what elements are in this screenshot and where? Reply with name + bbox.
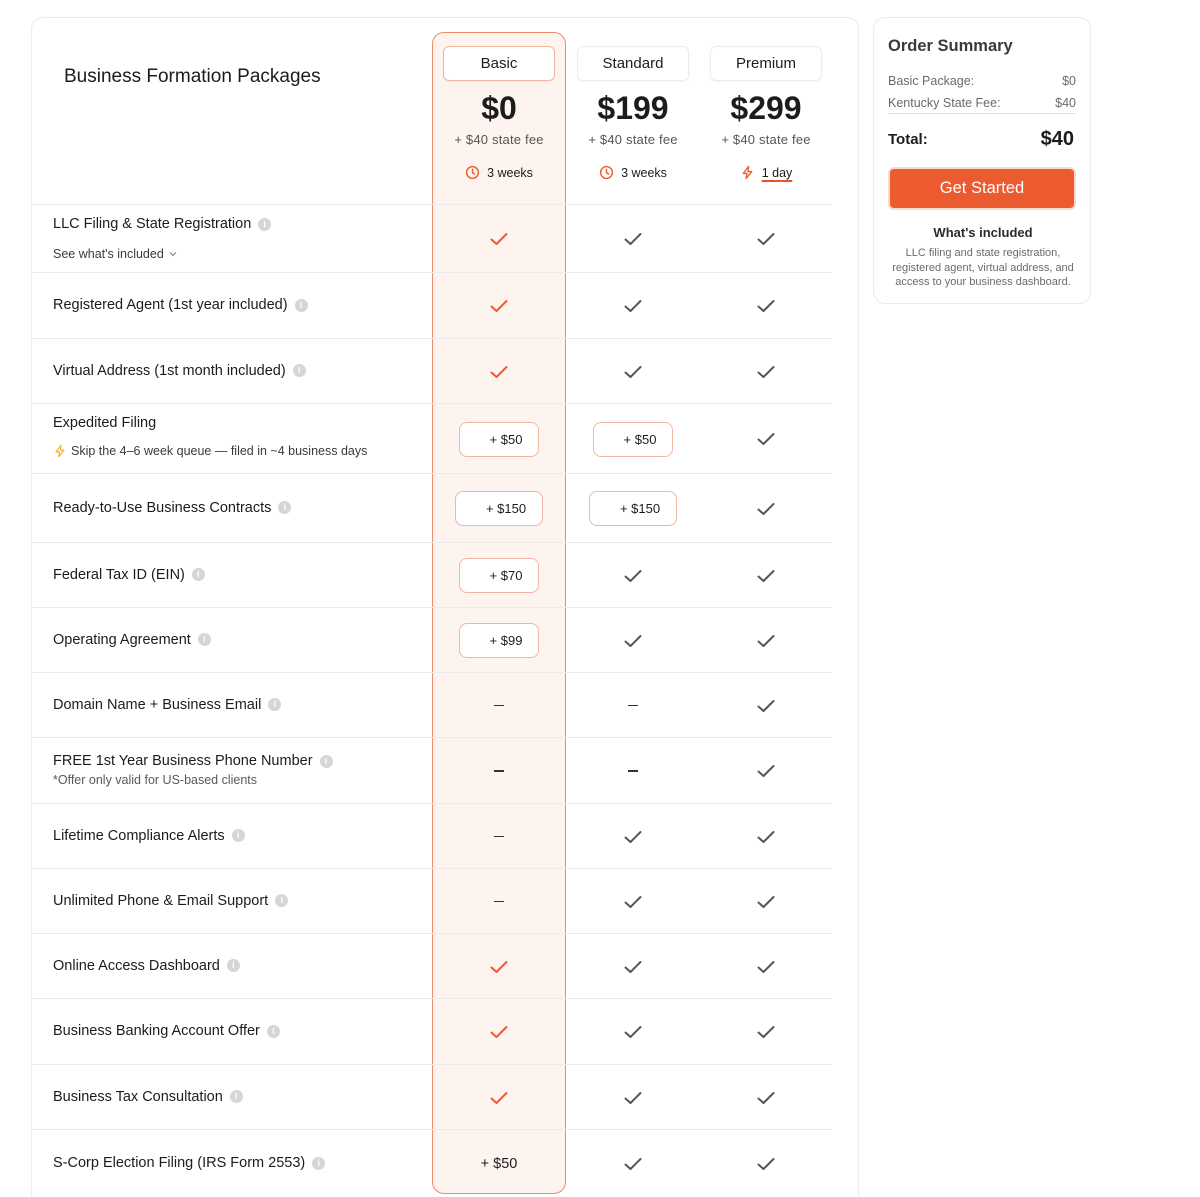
check-icon [566, 339, 700, 404]
feature-label [53, 697, 281, 713]
dash-icon [566, 738, 700, 804]
feature-row [32, 473, 832, 542]
plan-delivery-time [699, 165, 833, 180]
chevron-down-icon[interactable] [168, 249, 178, 259]
plan-header-basic [432, 32, 566, 202]
plan-state-fee: + $40 state fee [721, 132, 811, 147]
info-icon[interactable]: i [275, 894, 288, 907]
feature-label [53, 828, 245, 844]
summary-line-label: Basic Package: [888, 74, 975, 88]
feature-label [53, 753, 333, 769]
info-icon[interactable]: i [268, 698, 281, 711]
plan-state-fee: + $40 state fee [454, 132, 544, 147]
info-icon[interactable]: i [295, 299, 308, 312]
check-icon [699, 608, 833, 673]
lightning-icon [740, 165, 755, 180]
plan-delivery-time [432, 165, 566, 180]
not-included-mark [628, 770, 638, 772]
feature-row [32, 998, 832, 1064]
addon-price-label: + $99 [489, 633, 523, 648]
plan-header-standard [566, 32, 700, 202]
addon-button[interactable] [459, 623, 540, 658]
feature-name: Business Banking Account Offer [53, 1023, 260, 1039]
check-icon [432, 205, 566, 273]
plan-select-button[interactable]: Premium [710, 46, 822, 81]
check-icon [432, 999, 566, 1065]
feature-name: FREE 1st Year Business Phone Number [53, 753, 313, 769]
feature-label [53, 1023, 280, 1039]
addon-button[interactable] [589, 491, 677, 526]
order-summary [873, 17, 1091, 304]
not-included-mark [494, 836, 504, 838]
check-icon [699, 673, 833, 738]
feature-label [53, 415, 156, 431]
addon-price-label: + $50 [623, 431, 657, 447]
feature-subline [53, 773, 257, 787]
plan-header-premium [699, 32, 833, 202]
feature-row [32, 1064, 832, 1129]
not-included-mark [494, 705, 504, 707]
feature-row [32, 737, 832, 803]
info-icon[interactable]: i [267, 1025, 280, 1038]
lightning-icon [53, 444, 67, 458]
plan-time-label: 3 weeks [487, 165, 533, 180]
feature-label [53, 363, 306, 379]
addon-cell [432, 608, 566, 673]
addon-button[interactable] [459, 422, 540, 457]
feature-row [32, 1129, 832, 1197]
included-text: LLC filing and state registration, registered agent, virtual address, and access to your business dashboard. [892, 247, 1074, 288]
check-icon [699, 999, 833, 1065]
addon-cell [432, 474, 566, 543]
check-icon [566, 804, 700, 869]
check-icon [699, 543, 833, 608]
feature-name: Lifetime Compliance Alerts [53, 827, 225, 844]
feature-name: Expedited Filing [53, 415, 157, 431]
feature-label [53, 632, 211, 648]
check-icon [566, 543, 700, 608]
dash-icon [566, 673, 700, 738]
feature-row [32, 542, 832, 607]
info-icon[interactable]: i [293, 364, 306, 377]
feature-row [32, 803, 832, 868]
summary-line-value: $0 [1062, 74, 1076, 88]
plan-price: $0 [481, 90, 517, 126]
feature-row [32, 272, 832, 338]
feature-label [53, 893, 288, 909]
addon-price [432, 1130, 566, 1197]
addon-cell [566, 474, 700, 543]
feature-name: Federal Tax ID (EIN) [53, 566, 185, 583]
info-icon[interactable]: i [312, 1157, 325, 1170]
check-icon [699, 474, 833, 543]
not-included-mark [494, 770, 504, 772]
info-icon[interactable]: i [192, 568, 205, 581]
plan-time-label: 3 weeks [621, 165, 667, 180]
summary-line-label: Kentucky State Fee: [888, 96, 1001, 110]
feature-subtext[interactable]: See what's included [53, 247, 164, 261]
dash-icon [432, 673, 566, 738]
dash-icon [432, 738, 566, 804]
feature-row [32, 607, 832, 672]
info-icon[interactable]: i [227, 959, 240, 972]
check-icon [566, 999, 700, 1065]
check-icon [566, 934, 700, 999]
plan-price: $199 [597, 90, 669, 126]
check-icon [699, 738, 833, 804]
feature-row [32, 933, 832, 998]
feature-row [32, 403, 832, 473]
check-icon [699, 869, 833, 934]
check-icon [699, 273, 833, 339]
check-icon [566, 1065, 700, 1130]
feature-label [53, 1089, 243, 1105]
feature-name: Business Tax Consultation [53, 1088, 223, 1105]
addon-price-label: + $150 [619, 501, 661, 516]
check-icon [432, 339, 566, 404]
check-icon [432, 1065, 566, 1130]
addon-cell [432, 543, 566, 608]
feature-label [53, 958, 240, 974]
check-icon [566, 1130, 700, 1197]
dash-icon [432, 869, 566, 934]
addon-price-label: + $50 [480, 1156, 518, 1172]
check-icon [699, 1130, 833, 1197]
info-icon[interactable]: i [198, 633, 211, 646]
check-icon [566, 205, 700, 273]
check-icon [699, 1065, 833, 1130]
check-icon [432, 273, 566, 339]
feature-name: Domain Name + Business Email [53, 696, 262, 713]
clock-icon [465, 165, 480, 180]
feature-name: LLC Filing & State Registration [53, 216, 252, 232]
feature-label [53, 297, 308, 313]
feature-name: Virtual Address (1st month included) [53, 362, 286, 379]
info-icon[interactable]: i [320, 755, 333, 768]
get-started-button[interactable]: Get Started [888, 167, 1076, 210]
clock-icon [599, 165, 614, 180]
feature-subtext: Skip the 4–6 week queue — filed in ~4 business days [71, 444, 368, 458]
not-included-mark [494, 901, 504, 903]
feature-subtext: *Offer only valid for US-based clients [53, 773, 258, 787]
plan-delivery-time [566, 165, 700, 180]
feature-label [53, 567, 205, 583]
summary-divider [888, 113, 1076, 114]
addon-button[interactable] [593, 422, 674, 457]
feature-label [53, 500, 291, 516]
check-icon [432, 934, 566, 999]
summary-line-value: $40 [1055, 96, 1076, 110]
addon-cell [432, 404, 566, 474]
plan-select-button[interactable]: Standard [577, 46, 689, 81]
feature-label [53, 216, 271, 232]
summary-line [888, 96, 1076, 110]
feature-name: Unlimited Phone & Email Support [53, 892, 269, 909]
page-title: Business Formation Packages [64, 66, 321, 87]
feature-subline [53, 247, 178, 261]
feature-name: Registered Agent (1st year included) [53, 297, 288, 313]
addon-price-label: + $70 [489, 568, 523, 583]
addon-price-label: + $150 [485, 501, 527, 516]
info-icon[interactable]: i [258, 218, 271, 231]
plan-time-label: 1 day [761, 165, 793, 180]
info-icon[interactable]: i [278, 501, 291, 514]
order-summary-title: Order Summary [888, 37, 1013, 55]
plan-select-button[interactable]: Basic [443, 46, 555, 81]
check-icon [699, 404, 833, 474]
check-icon [566, 273, 700, 339]
feature-subline [53, 444, 367, 458]
feature-name: Operating Agreement [53, 631, 191, 648]
check-icon [699, 205, 833, 273]
check-icon [699, 804, 833, 869]
feature-row [32, 338, 832, 403]
plan-state-fee: + $40 state fee [588, 132, 678, 147]
feature-name: Online Access Dashboard [53, 957, 220, 974]
feature-row [32, 204, 832, 272]
check-icon [566, 608, 700, 673]
feature-row [32, 868, 832, 933]
plan-price: $299 [730, 90, 802, 126]
feature-name: Ready-to-Use Business Contracts [53, 499, 272, 516]
included-title: What's included [933, 225, 1033, 240]
dash-icon [432, 804, 566, 869]
total-value: $40 [1040, 128, 1074, 150]
info-icon[interactable]: i [232, 829, 245, 842]
feature-label [53, 1155, 325, 1171]
addon-button[interactable] [455, 491, 543, 526]
addon-price-label: + $50 [489, 431, 523, 447]
addon-button[interactable] [459, 558, 540, 593]
check-icon [566, 869, 700, 934]
check-icon [699, 339, 833, 404]
total-label: Total: [888, 131, 928, 148]
feature-row [32, 672, 832, 737]
check-icon [699, 934, 833, 999]
info-icon[interactable]: i [230, 1090, 243, 1103]
not-included-mark [628, 705, 638, 707]
feature-name: S-Corp Election Filing (IRS Form 2553) [53, 1155, 306, 1171]
addon-cell [566, 404, 700, 474]
summary-line [888, 74, 1076, 88]
